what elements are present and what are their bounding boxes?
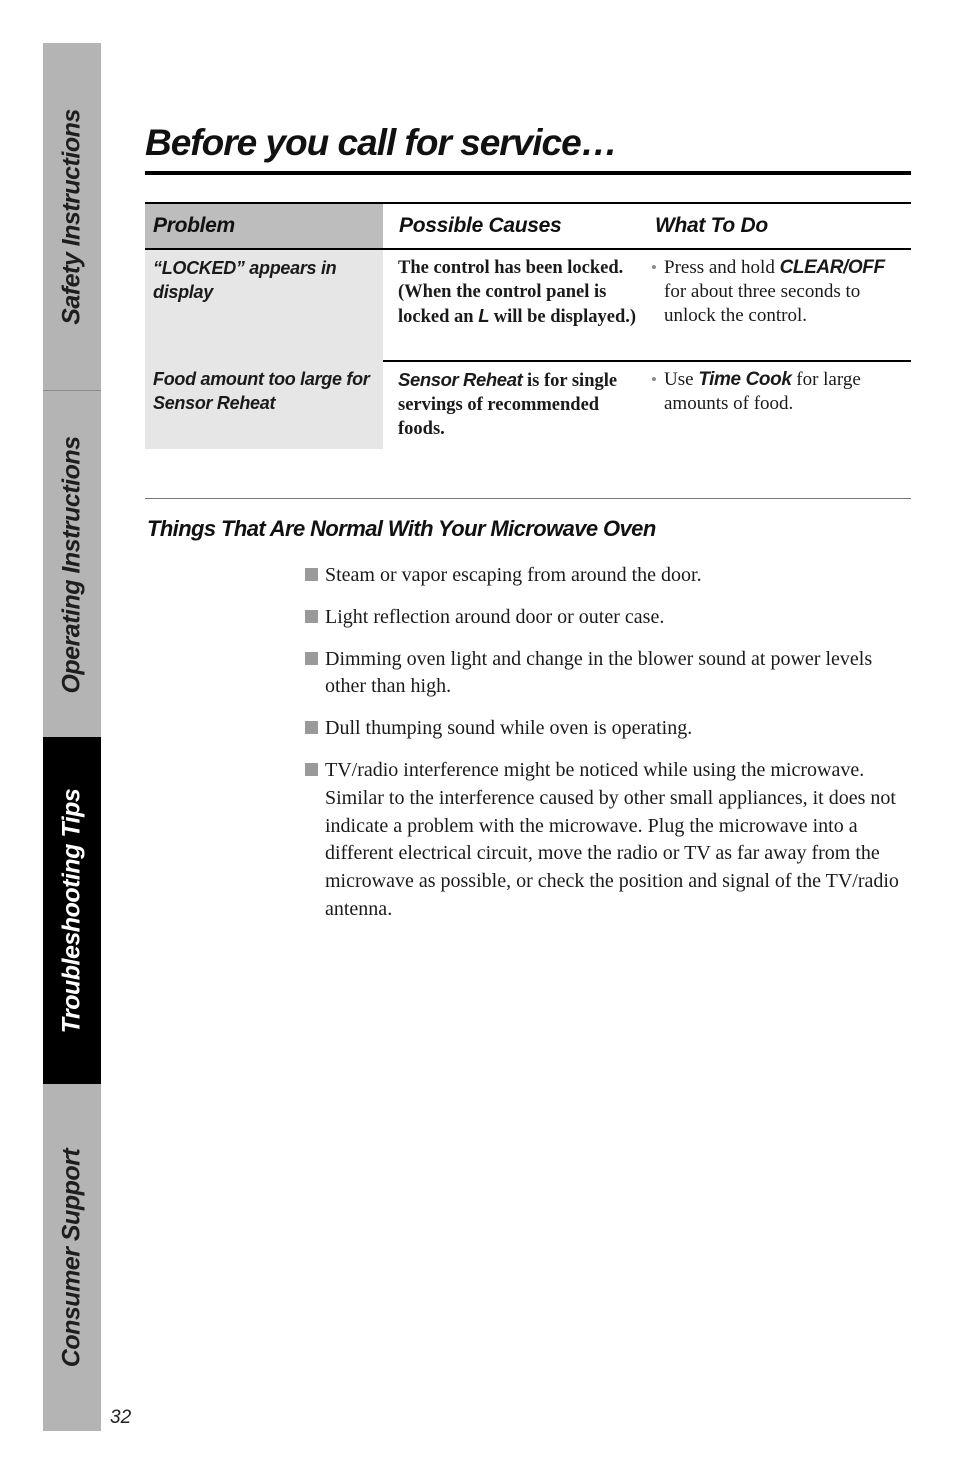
square-bullet-icon xyxy=(305,652,318,665)
square-bullet-icon xyxy=(305,610,318,623)
todo-item xyxy=(651,368,903,416)
cause-keyword: Sensor Reheat xyxy=(398,369,523,390)
square-bullet-icon xyxy=(305,721,318,734)
todo-cell xyxy=(645,361,911,449)
tab-troubleshooting-tips[interactable] xyxy=(43,737,101,1084)
list-item-text: Light reflection around door or outer case. xyxy=(325,605,665,628)
cause-text: is for single servings of recommended foods. xyxy=(398,371,618,439)
column-header-todo: What To Do xyxy=(645,203,911,249)
todo-item xyxy=(651,256,903,328)
todo-text-part: Use xyxy=(664,369,699,390)
title-divider xyxy=(145,171,911,175)
section-divider xyxy=(145,498,911,499)
normal-things-list xyxy=(305,562,911,938)
todo-keyword: Time Cook xyxy=(698,369,792,390)
cause-cell xyxy=(383,361,645,449)
tab-consumer-support[interactable] xyxy=(43,1084,101,1431)
list-item xyxy=(305,646,911,702)
square-bullet-icon xyxy=(305,763,318,776)
tab-label: Consumer Support xyxy=(57,1148,86,1367)
tab-label: Safety Instructions xyxy=(57,108,86,325)
cause-cell xyxy=(383,249,645,361)
table-header-row xyxy=(145,203,911,249)
section-heading: Things That Are Normal With Your Microwave Oven xyxy=(147,516,656,541)
list-item-text: Dull thumping sound while oven is operating. xyxy=(325,717,693,740)
todo-text-part: Press and hold xyxy=(664,257,780,278)
cause-keyword: L xyxy=(478,305,490,326)
table-row xyxy=(145,361,911,449)
tab-safety-instructions[interactable] xyxy=(43,43,101,390)
bullet-dot: • xyxy=(651,370,657,389)
cause-text: will be displayed.) xyxy=(489,307,637,327)
todo-keyword: CLEAR/OFF xyxy=(779,257,885,278)
problem-cell: “LOCKED” appears in display xyxy=(145,249,383,361)
todo-cell xyxy=(645,249,911,361)
cause-text: The control has been locked. (When the control panel is locked an xyxy=(398,258,624,327)
tab-label: Troubleshooting Tips xyxy=(57,788,86,1033)
table-row xyxy=(145,249,911,361)
square-bullet-icon xyxy=(305,568,318,581)
problem-cell: Food amount too large for Sensor Reheat xyxy=(145,361,383,449)
list-item xyxy=(305,562,911,590)
section-tabs xyxy=(43,43,101,1431)
list-item xyxy=(305,715,911,743)
troubleshooting-table xyxy=(145,202,911,449)
todo-text xyxy=(664,256,903,328)
list-item-text: TV/radio interference might be noticed while using the microwave. Similar to the interference caused by other small appliances, it does not indicate a problem with the microwave. Plug the microwave into a different electrical circuit, move the radio or TV as far away from the microwave as possible, or check the position and signal of the TV/radio antenna. xyxy=(325,758,899,920)
todo-text xyxy=(664,368,903,416)
tab-label: Operating Instructions xyxy=(57,435,86,694)
column-header-causes: Possible Causes xyxy=(383,203,645,249)
column-header-problem: Problem xyxy=(145,203,383,249)
bullet-dot: • xyxy=(651,258,657,277)
todo-text-part: for about three seconds to unlock the control. xyxy=(664,281,861,326)
todo-text-part: for large amounts of food. xyxy=(664,369,861,414)
list-item xyxy=(305,757,911,924)
list-item-text: Steam or vapor escaping from around the door. xyxy=(325,564,702,586)
page-number: 32 xyxy=(110,1407,132,1428)
list-item xyxy=(305,604,911,632)
page-title: Before you call for service… xyxy=(145,122,617,163)
tab-operating-instructions[interactable] xyxy=(43,390,101,738)
list-item-text: Dimming oven light and change in the blower sound at power levels other than high. xyxy=(325,647,873,698)
